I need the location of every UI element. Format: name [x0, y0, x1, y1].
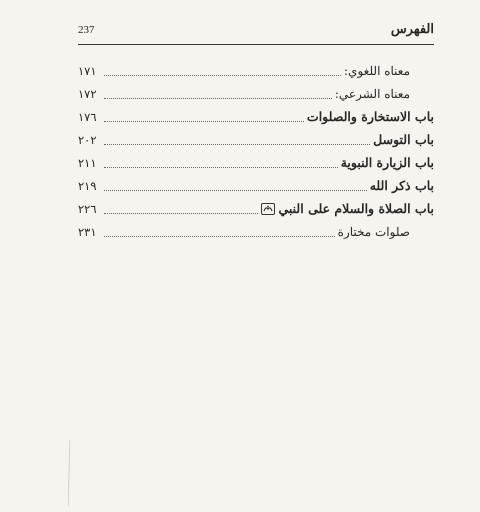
dot-leader — [104, 75, 341, 76]
toc-entry[interactable] — [78, 194, 434, 217]
toc-entry[interactable] — [78, 171, 434, 194]
toc-entry-page: ١٧٦ — [78, 110, 97, 124]
toc-entry[interactable] — [78, 148, 434, 171]
toc-entry-page: ٢٠٢ — [78, 133, 97, 147]
dot-leader — [104, 190, 367, 191]
toc-entry-page: ٢٣١ — [78, 225, 97, 239]
dot-leader — [104, 98, 332, 99]
toc-entry-title: باب ذكر الله — [369, 178, 434, 193]
paper-scratch-mark — [68, 440, 70, 506]
dot-leader — [104, 121, 304, 122]
toc-entry-title: باب الاستخارة والصلوات — [306, 109, 434, 124]
dot-leader — [104, 144, 370, 145]
toc-entry[interactable] — [78, 102, 434, 125]
toc-entry[interactable] — [78, 217, 434, 240]
toc-entry-page: ٢١٩ — [78, 179, 97, 193]
toc-entry-page: ٢٢٦ — [78, 202, 97, 216]
toc-entry-title: معناه الشرعي: — [334, 87, 410, 101]
page-header — [78, 22, 434, 45]
running-title: الفهرس — [390, 22, 434, 37]
dot-leader — [104, 213, 258, 214]
toc-entry[interactable] — [78, 79, 434, 102]
toc-entry-title: باب التوسل — [373, 132, 434, 147]
toc-entry-page: ٢١١ — [78, 156, 97, 170]
toc-entry-title: معناه اللغوي: — [344, 64, 410, 78]
page-number: 237 — [78, 24, 95, 36]
toc-entry[interactable] — [78, 125, 434, 148]
dot-leader — [104, 167, 338, 168]
toc-entry-title: صلوات مختارة — [337, 225, 410, 239]
toc-entry-page: ١٧٢ — [78, 87, 97, 101]
honorific-seal-icon — [261, 203, 275, 215]
toc-entry-title — [258, 201, 434, 217]
toc-entry-page: ١٧١ — [78, 64, 97, 78]
toc-entry-title: باب الزيارة النبوية — [340, 155, 434, 170]
toc-entry-title-text: باب الصلاة والسلام على النبي — [278, 201, 434, 216]
table-of-contents — [78, 56, 434, 240]
toc-entry[interactable] — [78, 56, 434, 79]
dot-leader — [104, 236, 335, 237]
